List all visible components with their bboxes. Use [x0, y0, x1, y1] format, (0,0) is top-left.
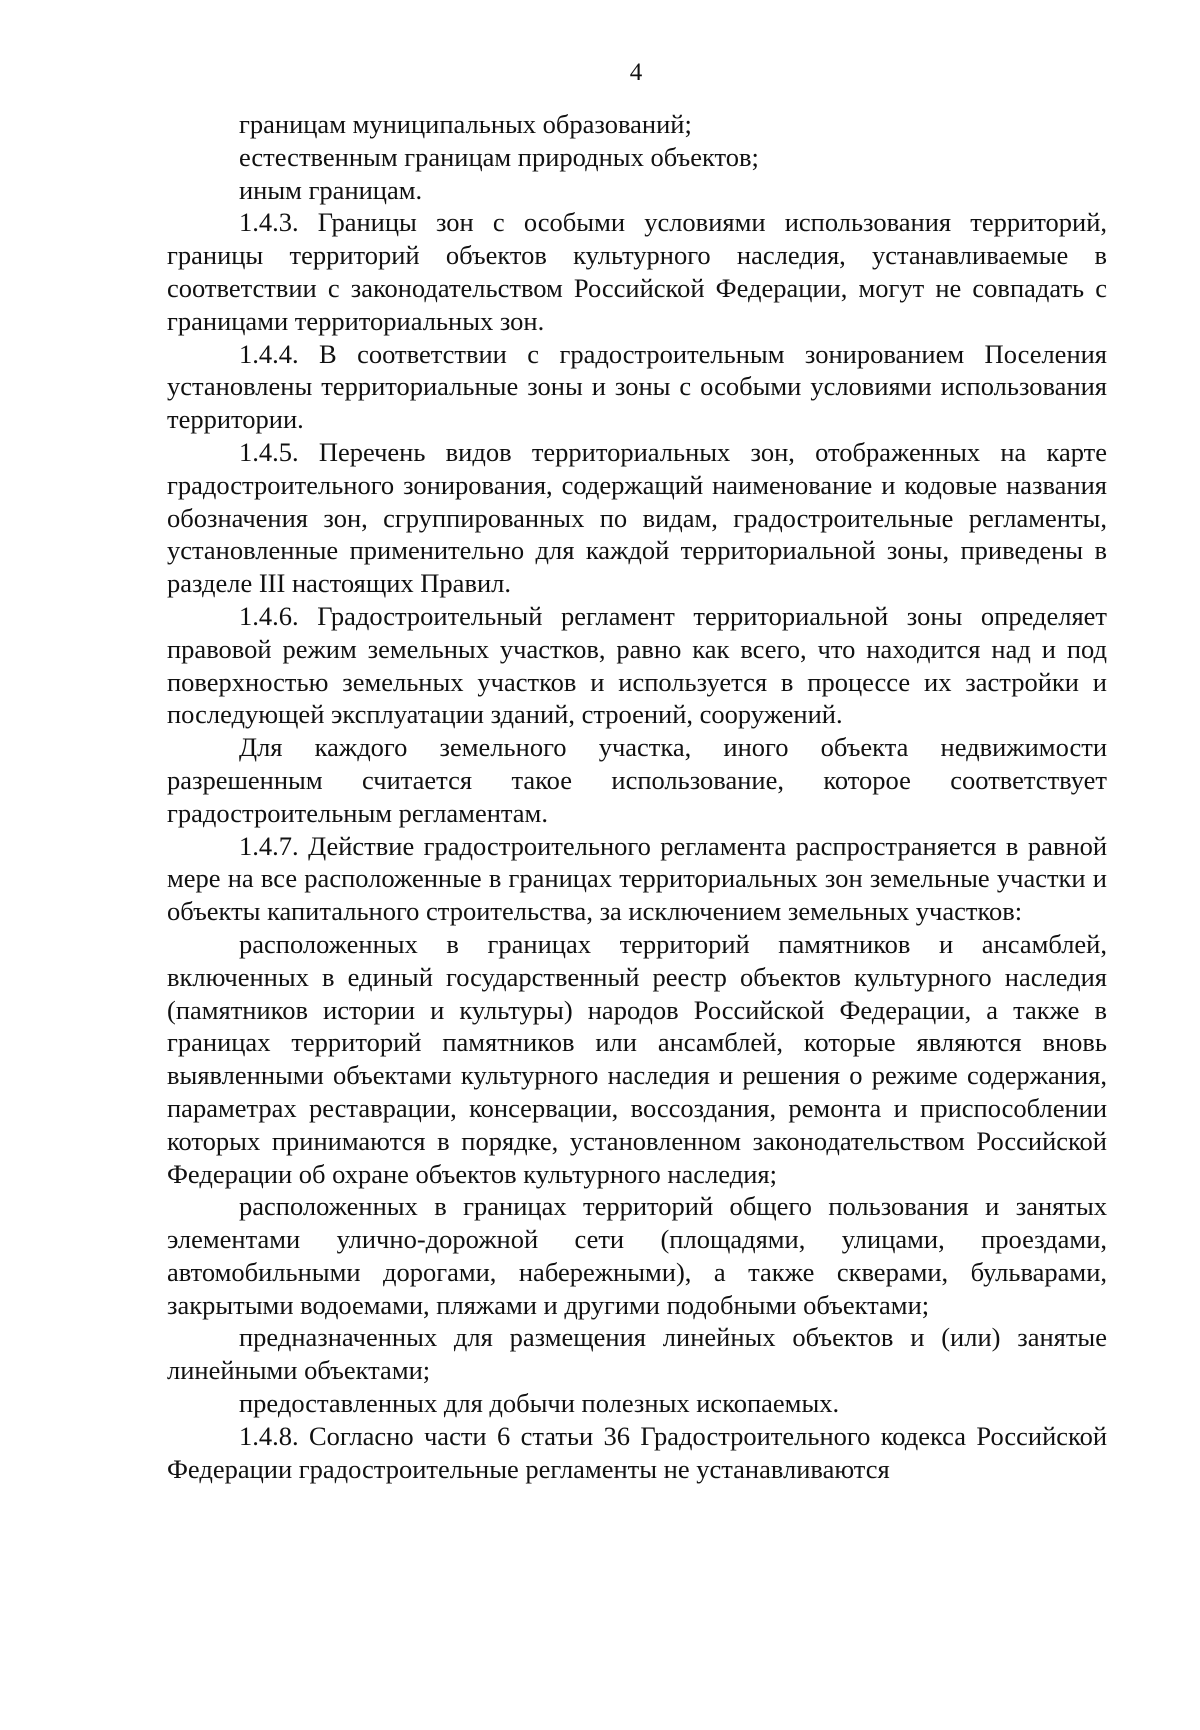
clause-1-4-8: 1.4.8. Согласно части 6 статьи 36 Градостроительного кодекса Российской Федерации градостроительные регламенты не устанавливаются: [167, 1420, 1107, 1484]
clause-1-4-6-continuation: Для каждого земельного участка, иного объекта недвижимости разрешенным считается такое использование, которое соответствует градостроительным регламентам.: [167, 732, 1107, 828]
clause-1-4-7: 1.4.7. Действие градостроительного регламента распространяется в равной мере на все расположенные в границах территориальных зон земельные участки и объекты капитального строительства, за исключением земельных участков:: [167, 830, 1107, 927]
exception-public-use: расположенных в границах территорий общего пользования и занятых элементами улично-дорожной сети (площадями, улицами, проездами, автомобильными дорогами, набережными), а также скверами, бульварами, закрытыми водоемами, пляжами и другими подобными объектами;: [167, 1191, 1107, 1320]
exception-linear-objects: предназначенных для размещения линейных объектов и (или) занятые линейными объектами;: [167, 1322, 1107, 1386]
list-item-other-borders: иным границам.: [239, 174, 423, 205]
clause-1-4-4: 1.4.4. В соответствии с градостроительным зонированием Поселения установлены территориальные зоны и зоны с особыми условиями использования территории.: [167, 338, 1107, 435]
document-body: [167, 108, 1107, 1485]
clause-1-4-6: 1.4.6. Градостроительный регламент территориальной зоны определяет правовой режим земельных участков, равно как всего, что находится над и под поверхностью земельных участков и используется в процессе их застройки и последующей эксплуатации зданий, строений, сооружений.: [167, 600, 1107, 730]
list-item-municipal-borders: границам муниципальных образований;: [239, 109, 692, 139]
clause-1-4-3: 1.4.3. Границы зон с особыми условиями использования территорий, границы территорий объектов культурного наследия, устанавливаемые в соответствии с законодательством Российской Федерации, могут не совпадать с границами территориальных зон.: [167, 207, 1107, 336]
page-number: 4: [629, 59, 643, 86]
exception-mining: предоставленных для добычи полезных ископаемых.: [239, 1388, 840, 1419]
list-item-natural-borders: естественным границам природных объектов;: [239, 141, 759, 172]
exception-cultural-heritage: расположенных в границах территорий памятников и ансамблей, включенных в единый государственный реестр объектов культурного наследия (памятников истории и культуры) народов Российской Федерации, а также в границах территорий памятников или ансамблей, которые являются вновь выявленными объектами культурного наследия и решения о режиме содержания, параметрах реставрации, консервации, воссоздания, ремонта и приспособлении которых принимаются в порядке, установленном законодательством Российской Федерации об охране объектов культурного наследия;: [167, 928, 1107, 1189]
clause-1-4-5: 1.4.5. Перечень видов территориальных зон, отображенных на карте градостроительного зонирования, содержащий наименование и кодовые названия обозначения зон, сгруппированных по видам, градостроительные регламенты, установленные применительно для каждой территориальной зоны, приведены в разделе III настоящих Правил.: [167, 436, 1107, 599]
